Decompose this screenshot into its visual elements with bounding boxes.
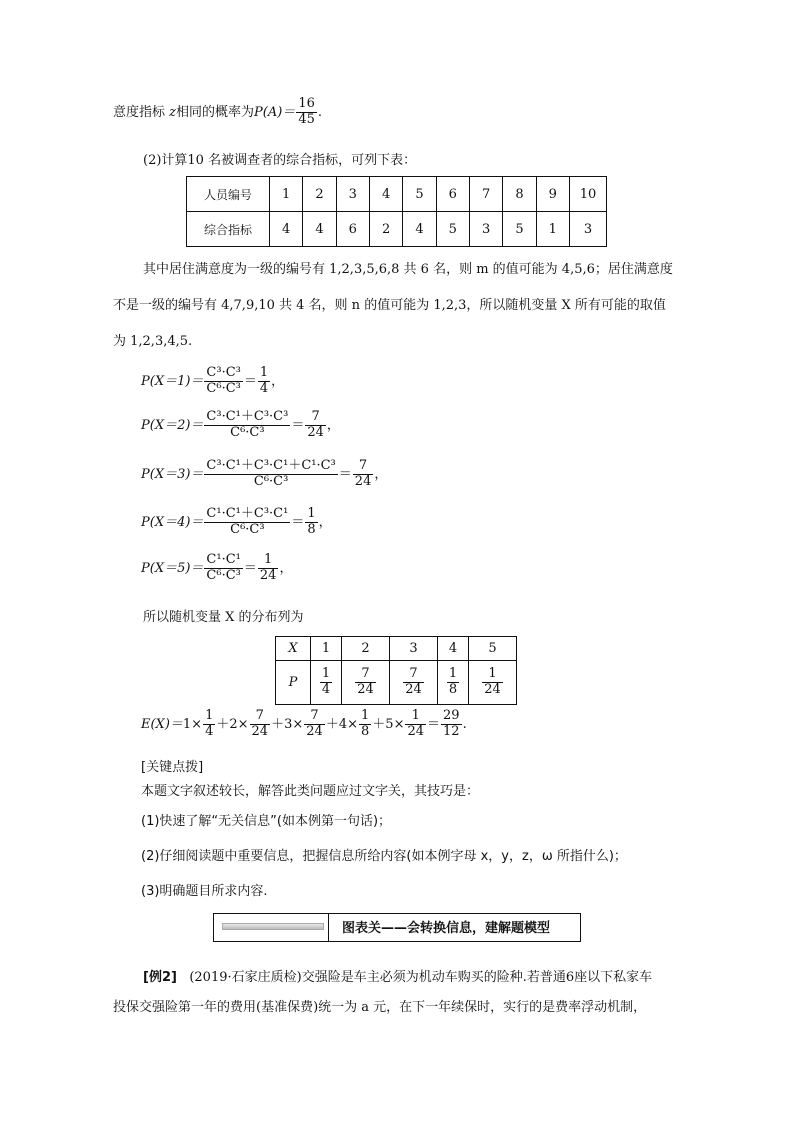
top-line-suffix: . [317,104,322,120]
prob-eq: ＝ [338,466,352,482]
exp-num: 7 [255,708,264,723]
tip-2: (2)仔细阅读题中重要信息，把握信息所给内容(如本例字母 x，y，z，ω 所指什么)； [141,849,627,864]
solution-paragraph-2: 不是一级的编号有 4,7,9,10 共 4 名，则 n 的值可能为 1,2,3，所以随机变量 X 所有可能的取值 [113,298,666,313]
prob-lhs: P(X＝1)＝ [141,373,204,389]
index-cell: 8 [503,177,536,212]
prob-comb-num: C³·C³ [206,365,241,380]
distribution-x-cell: 1 [311,637,342,661]
score-cell: 4 [403,212,436,247]
prob-formula-4 [141,507,332,538]
prob-tail: ， [374,466,388,482]
key-points-body: 本题文字叙述较长，解答此类问题应过文字关，其技巧是： [141,784,480,799]
distribution-header-x: X [276,637,311,661]
prob-result-den: 24 [354,473,372,489]
prob-formula-5 [141,553,292,584]
prob-comb-fraction [204,507,290,538]
p-den: 4 [321,682,331,697]
score-cell: 3 [570,212,607,247]
example-2-line-2: 投保交强险第一年的费用(基准保费)统一为 a 元，在下一年续保时，实行的是费率浮动机制， [113,1000,647,1015]
exp-tail: . [462,716,467,732]
index-cell: 3 [336,177,369,212]
p-den: 24 [405,682,422,697]
solution-paragraph-3: 为 1,2,3,4,5. [113,334,193,349]
p-den: 24 [484,682,501,697]
score-cell: 5 [503,212,536,247]
exp-fraction [250,709,271,740]
exp-op: ＋ [216,716,230,732]
distribution-table [275,636,517,705]
exp-num: 1 [205,708,214,723]
p-den: 8 [448,682,458,697]
top-line-num: 16 [298,96,315,111]
exp-den: 4 [205,723,214,739]
p-num: 1 [321,666,331,682]
expectation-lhs: E(X)＝ [141,716,183,732]
exp-fraction [304,709,325,740]
prob-lhs: P(X＝4)＝ [141,514,204,530]
example-line-1-text: (2019·石家庄质检)交强险是车主必须为机动车购买的险种.若普通6座以下私家车 [189,970,653,985]
index-cell: 5 [403,177,436,212]
prob-comb-den: C⁶·C³ [204,425,290,441]
prob-lhs: P(X＝2)＝ [141,417,204,433]
exp-num: 1 [361,708,370,723]
score-cell: 4 [270,212,303,247]
index-table-header-ids: 人员编号 [187,177,270,212]
prob-comb-den: C⁶·C³ [206,567,241,583]
p-den: 24 [357,682,374,697]
index-cell: 7 [469,177,502,212]
part2-intro: (2)计算10 名被调查者的综合指标，可列下表： [143,153,417,168]
prob-result-fraction [258,553,279,584]
banner-bar-icon [222,923,324,930]
prob-comb-den: C⁶·C³ [204,474,337,490]
score-cell: 3 [469,212,502,247]
prob-eq: ＝ [291,417,305,433]
distribution-header-p: P [276,661,311,705]
prob-result-den: 24 [307,424,324,440]
exp-op: ＋ [271,716,285,732]
distribution-p-cell [469,661,517,705]
distribution-row-x [276,637,517,661]
tip-3: (3)明确题目所求内容. [141,884,268,899]
prob-comb-num: C³·C¹＋C³·C¹＋C¹·C³ [206,458,336,473]
index-cell: 4 [369,177,402,212]
score-cell: 4 [303,212,336,247]
index-table-row-scores [187,212,607,247]
prob-comb-fraction [204,410,290,441]
distribution-x-cell: 3 [390,637,438,661]
example-label: [例2] [143,970,177,985]
prob-result-num: 7 [358,458,368,473]
banner-decoration [214,914,329,941]
exp-den: 24 [306,723,323,739]
prob-comb-fraction [204,366,242,397]
p-num: 1 [448,666,458,682]
prob-tail: ， [318,514,332,530]
solution-paragraph-1: 其中居住满意度为一级的编号有 1,2,3,5,6,8 共 6 名，则 m 的值可能为 4,5,6；居住满意度 [143,262,673,277]
prob-comb-den: C⁶·C³ [204,522,290,538]
prob-comb-den: C⁶·C³ [206,380,241,396]
p-num: 7 [409,666,418,682]
top-probability-line [113,97,322,128]
prob-result-fraction [258,366,270,397]
prob-result-den: 8 [307,521,316,537]
index-table-row-ids [187,177,607,212]
index-table-header-scores: 综合指标 [187,212,270,247]
top-line-fraction [296,97,317,128]
distribution-p-cell [311,661,342,705]
prob-result-num: 1 [259,365,269,380]
prob-result-den: 4 [259,380,269,396]
top-line-den: 45 [298,111,315,127]
prob-comb-fraction [204,459,337,490]
distribution-x-cell: 4 [437,637,468,661]
prob-result-fraction [353,459,374,490]
exp-coef: 1× [182,716,203,732]
exp-fraction [405,709,426,740]
prob-formula-2 [141,410,340,441]
exp-fraction [203,709,215,740]
exp-num: 1 [411,708,420,723]
top-line-mid: 相同的概率为 [176,104,255,120]
exp-coef: 4× [338,716,358,732]
expectation-formula [141,709,467,740]
prob-formula-1 [141,366,284,397]
p-num: 7 [361,666,370,682]
prob-eq: ＝ [291,514,305,530]
exp-coef: 5× [385,716,405,732]
exp-num: 7 [310,708,319,723]
exp-fraction [359,709,371,740]
score-cell: 5 [436,212,469,247]
distribution-row-p [276,661,517,705]
exp-coef: 2× [229,716,249,732]
distribution-x-cell: 2 [342,637,390,661]
prob-result-num: 1 [264,552,273,567]
distribution-intro: 所以随机变量 X 的分布列为 [143,610,304,625]
prob-comb-fraction [204,553,242,584]
prob-eq: ＝ [243,560,257,576]
exp-op: ＋ [325,716,339,732]
index-cell: 9 [536,177,569,212]
prob-formula-3 [141,459,387,490]
score-cell: 6 [336,212,369,247]
index-cell: 2 [303,177,336,212]
prob-tail: ， [279,560,293,576]
distribution-x-cell: 5 [469,637,517,661]
section-banner [213,913,581,942]
example-2-line-1 [143,966,652,985]
prob-comb-num: C¹·C¹＋C³·C¹ [206,506,289,521]
exp-result-num: 29 [443,708,460,723]
index-cell: 6 [436,177,469,212]
index-cell: 1 [270,177,303,212]
exp-result-den: 12 [443,723,460,739]
prob-result-fraction [305,410,326,441]
p-num: 1 [488,666,497,682]
score-cell: 1 [536,212,569,247]
prob-comb-num: C¹·C¹ [206,552,241,567]
prob-lhs: P(X＝3)＝ [141,466,204,482]
exp-coef: 3× [284,716,304,732]
index-table [186,176,607,247]
exp-den: 8 [361,723,370,739]
key-points-title: [关键点拨] [141,760,204,775]
exp-op: ＋ [372,716,386,732]
prob-result-den: 24 [259,567,277,583]
top-line-prefix: 意度指标 [113,104,166,120]
prob-tail: ， [326,417,340,433]
exp-result-fraction [441,709,462,740]
exp-den: 24 [407,723,425,739]
exp-op: ＝ [427,716,441,732]
prob-comb-num: C³·C¹＋C³·C³ [206,409,289,424]
prob-lhs: P(X＝5)＝ [141,560,204,576]
score-cell: 2 [369,212,402,247]
tip-1: (1)快速了解“无关信息”(如本例第一句话)； [141,814,392,829]
prob-result-num: 7 [311,409,320,424]
exp-den: 24 [251,723,269,739]
prob-result-fraction [305,507,317,538]
distribution-p-cell [390,661,438,705]
prob-result-num: 1 [307,506,316,521]
index-cell: 10 [570,177,607,212]
distribution-p-cell [437,661,468,705]
prob-tail: ， [271,373,285,389]
banner-title: 图表关——会转换信息，建解题模型 [342,921,551,936]
distribution-p-cell [342,661,390,705]
top-line-var: z [169,104,177,120]
prob-eq: ＝ [243,373,257,389]
top-line-lhs: P(A)＝ [254,104,296,120]
